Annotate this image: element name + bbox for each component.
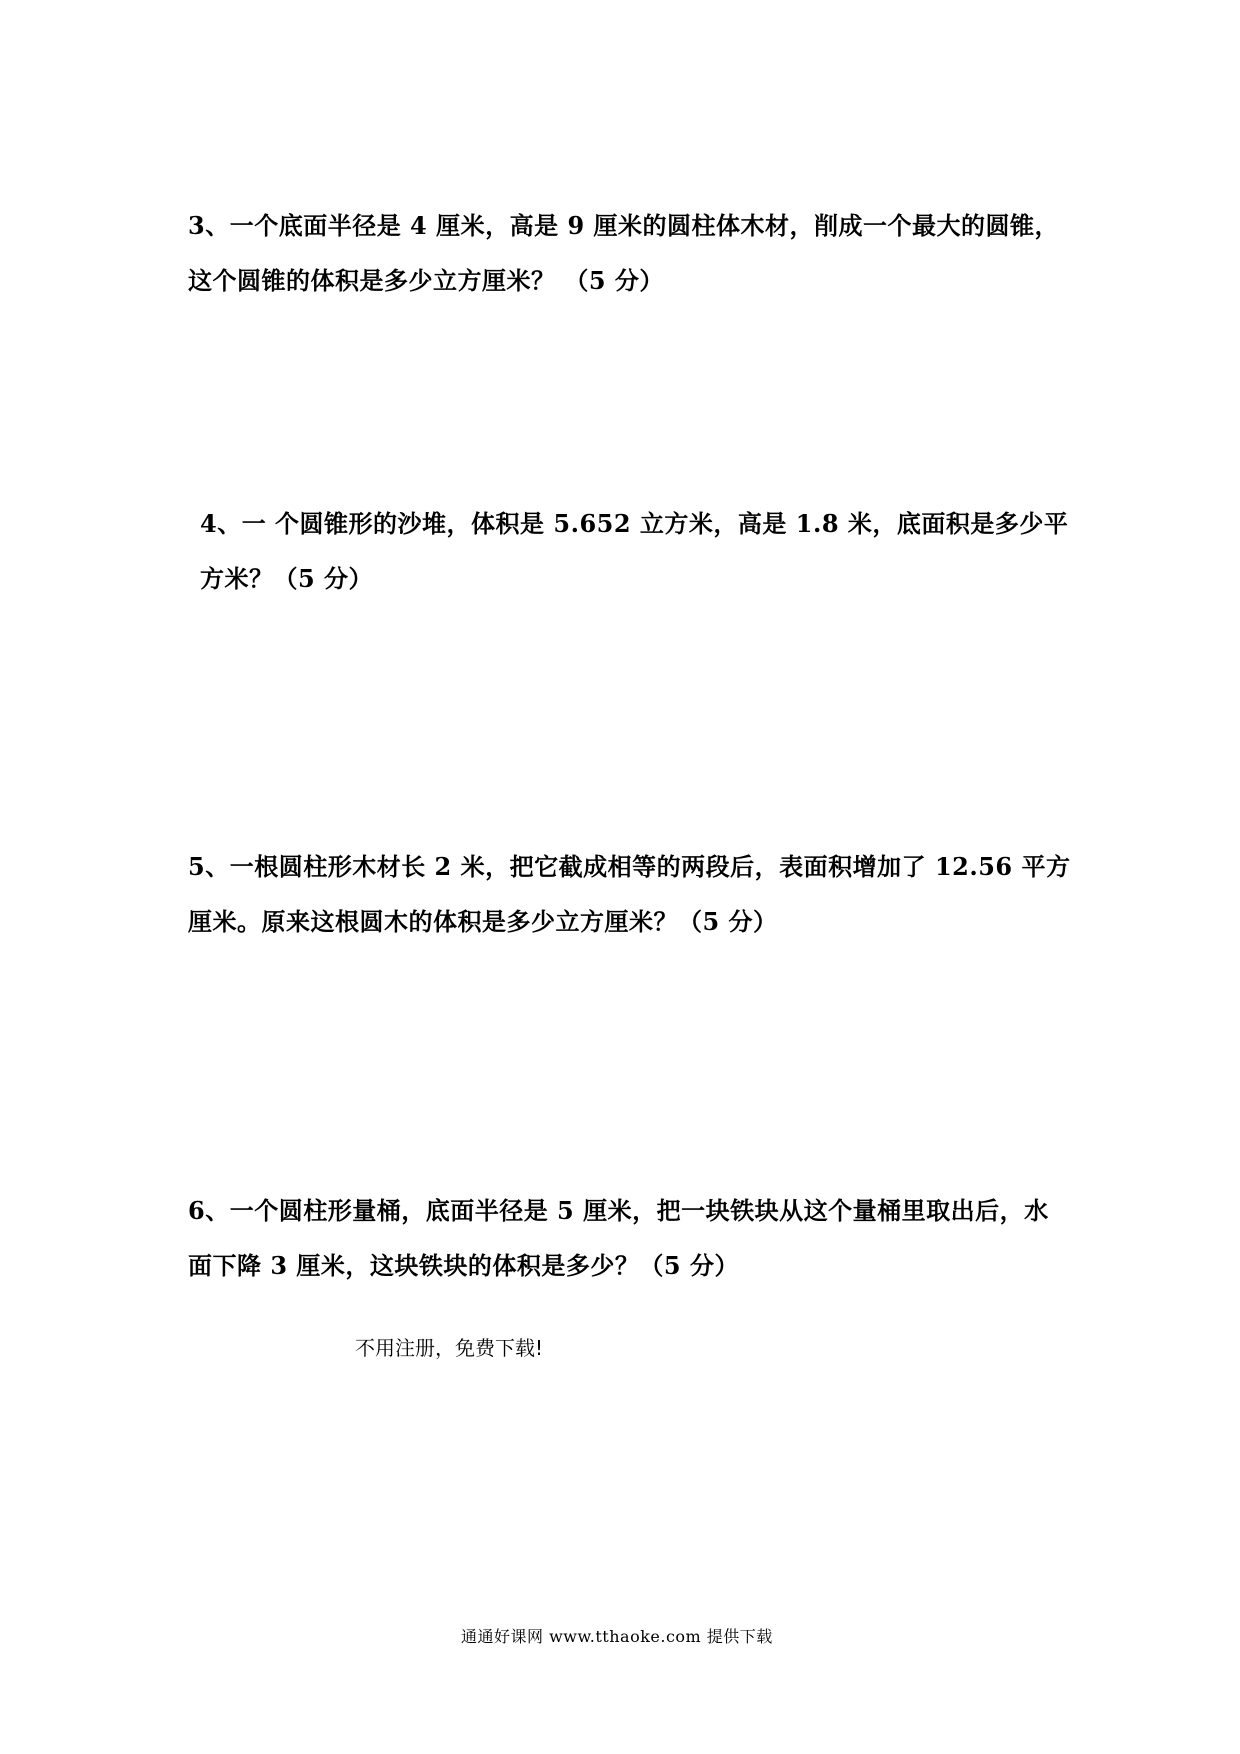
question-5-line-1: 5、一根圆柱形木材长 2 米，把它截成相等的两段后，表面积增加了 12.56 平方	[188, 852, 1071, 881]
question-6-line-2: 面下降 3 厘米，这块铁块的体积是多少？（5 分）	[188, 1251, 739, 1280]
question-4-line-2: 方米？（5 分）	[200, 564, 374, 593]
question-4	[200, 496, 1080, 606]
page-footer: 通通好课网 www.tthaoke.com 提供下载	[461, 1627, 773, 1646]
question-3-line-2: 这个圆锥的体积是多少立方厘米？ （5 分）	[188, 266, 664, 295]
question-3	[188, 198, 1068, 308]
question-6-line-1: 6、一个圆柱形量桶，底面半径是 5 厘米，把一块铁块从这个量桶里取出后，水	[188, 1196, 1049, 1225]
question-4-line-1: 4、一 个圆锥形的沙堆，体积是 5.652 立方米，高是 1.8 米，底面积是多少平	[200, 509, 1069, 538]
question-5	[188, 839, 1071, 949]
question-6	[188, 1183, 1068, 1293]
free-download-note: 不用注册，免费下载!	[355, 1336, 544, 1360]
question-5-line-2: 厘米。原来这根圆木的体积是多少立方厘米？（5 分）	[188, 907, 778, 936]
question-3-line-1: 3、一个底面半径是 4 厘米，高是 9 厘米的圆柱体木材，削成一个最大的圆锥，	[188, 211, 1060, 240]
